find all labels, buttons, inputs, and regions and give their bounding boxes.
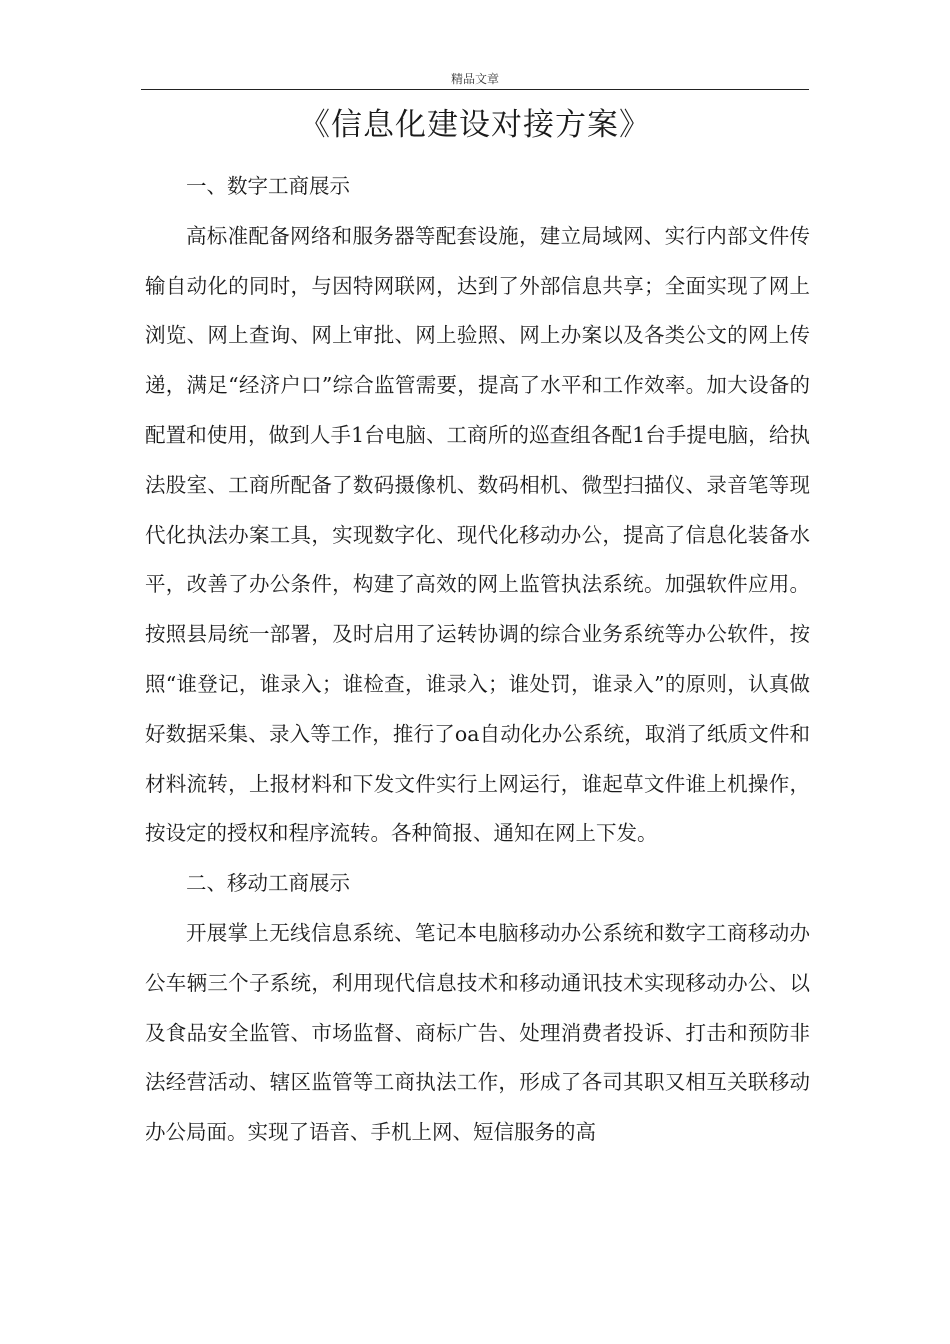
section-paragraph-1: 高标准配备网络和服务器等配套设施，建立局域网、实行内部文件传输自动化的同时，与因特网联网，达到了外部信息共享；全面实现了网上浏览、网上查询、网上审批、网上验照、网上办案以及各类公文的网上传递，满足“经济户口”综合监管需要，提高了水平和工作效率。加大设备的配置和使用，做到人手1台电脑、工商所的巡查组各配1台手提电脑，给执法股室、工商所配备了数码摄像机、数码相机、微型扫描仪、录音笔等现代化执法办案工具，实现数字化、现代化移动办公，提高了信息化装备水平，改善了办公条件，构建了高效的网上监管执法系统。加强软件应用。按照县局统一部署，及时启用了运转协调的综合业务系统等办公软件，按照“谁登记，谁录入；谁检查，谁录入；谁处罚，谁录入”的原则，认真做好数据采集、录入等工作，推行了oa自动化办公系统，取消了纸质文件和材料流转，上报材料和下发文件实行上网运行，谁起草文件谁上机操作，按设定的授权和程序流转。各种简报、通知在网上下发。 <box>145 223 810 846</box>
section-paragraph-2: 开展掌上无线信息系统、笔记本电脑移动办公系统和数字工商移动办公车辆三个子系统，利用现代信息技术和移动通讯技术实现移动办公、以及食品安全监管、市场监督、商标广告、处理消费者投诉、打击和预防非法经营活动、辖区监管等工商执法工作，形成了各司其职又相互关联移动办公局面。实现了语音、手机上网、短信服务的高 <box>145 920 810 1145</box>
document-title: 《信息化建设对接方案》 <box>299 107 651 143</box>
section-heading-2: 二、移动工商展示 <box>186 871 350 896</box>
document-body <box>145 162 810 1158</box>
page-header: 精品文章 <box>141 72 809 90</box>
section-heading-1: 一、数字工商展示 <box>186 174 350 198</box>
